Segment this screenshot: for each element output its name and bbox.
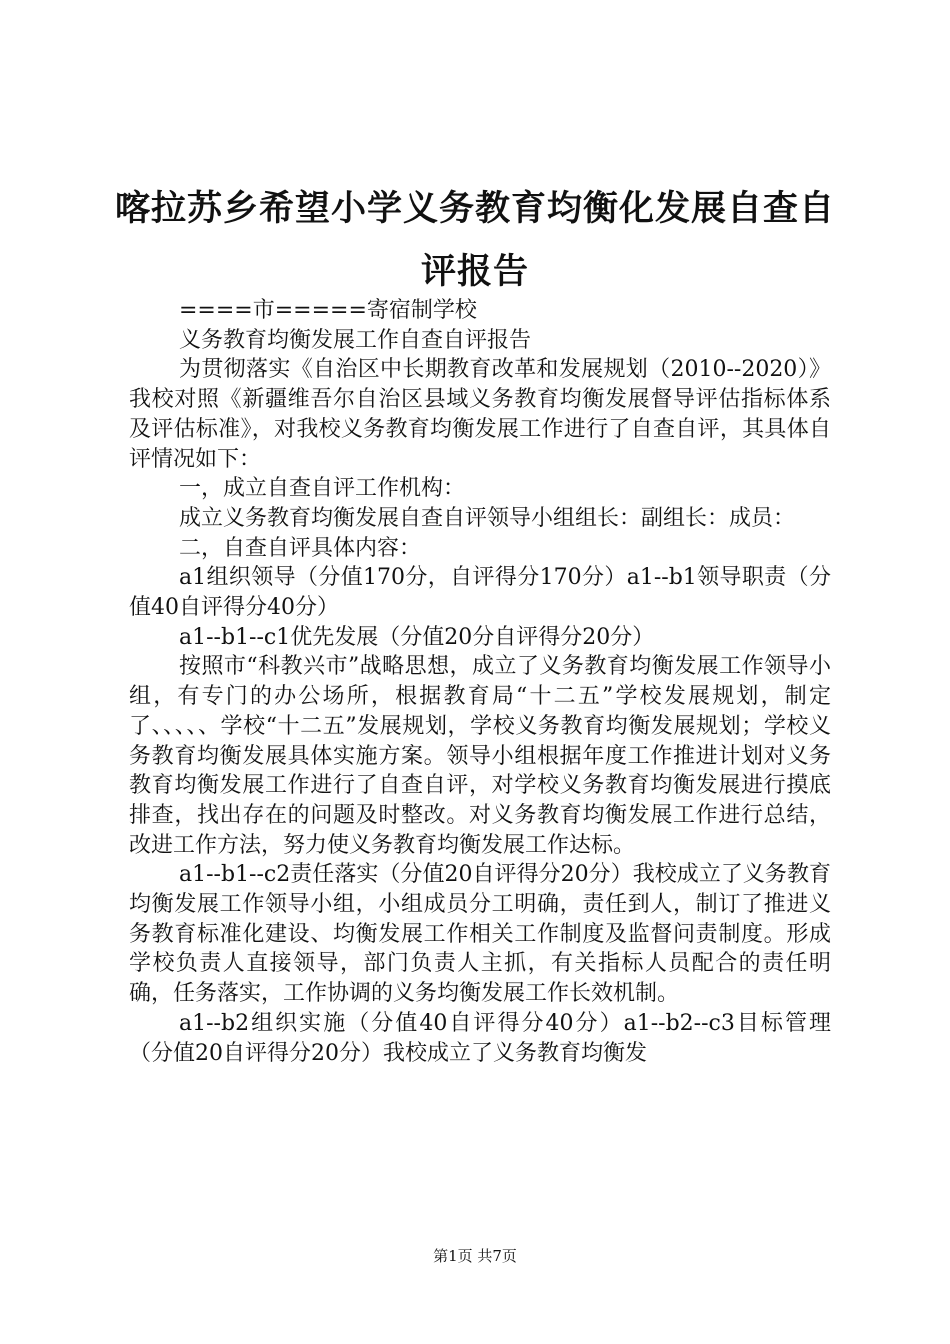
paragraph-a1-b1: a1组织领导（分值170分，自评得分170分）a1--b1领导职责（分值40自评得分40分）: [129, 565, 831, 621]
paragraph-report-subtitle: 义务教育均衡发展工作自查自评报告: [179, 327, 532, 353]
paragraph-intro: 为贯彻落实《自治区中长期教育改革和发展规划（2010--2020）》我校对照《新疆维吾尔自治区县域义务教育均衡发展督导评估指标体系及评估标准》，对我校义务教育均衡发展工作进行了自查自评，其具体自评情况如下：: [129, 357, 831, 472]
document-body: [129, 296, 831, 1068]
paragraph-a1-b1-c2: a1--b1--c2责任落实（分值20自评得分20分）我校成立了义务教育均衡发展工作领导小组，小组成员分工明确，责任到人，制订了推进义务教育标准化建设、均衡发展工作相关工作制度及监督问责制度。形成学校负责人直接领导，部门负责人主抓，有关指标人员配合的责任明确，任务落实，工作协调的义务均衡发展工作长效机制。: [129, 862, 831, 1007]
paragraph-section-1: 一，成立自查自评工作机构：: [179, 476, 466, 502]
document-title: 喀拉苏乡希望小学义务教育均衡化发展自查自评报告: [114, 189, 835, 292]
paragraph-leadership-group: 成立义务教育均衡发展自查自评领导小组组长：副组长：成员：: [179, 505, 796, 531]
paragraph-a1-b1-c1: a1--b1--c1优先发展（分值20分自评得分20分）: [179, 624, 655, 650]
paragraph-c1-body: 按照市“科教兴市”战略思想，成立了义务教育均衡发展工作领导小组，有专门的办公场所，根据教育局“十二五”学校发展规划，制定了、、、、、学校“十二五”发展规划，学校义务教育均衡发展规划；学校义务教育均衡发展具体实施方案。领导小组根据年度工作推进计划对义务教育均衡发展工作进行了自查自评，对学校义务教育均衡发展进行摸底排查，找出存在的问题及时整改。对义务教育均衡发展工作进行总结，改进工作方法，努力使义务教育均衡发展工作达标。: [129, 654, 831, 858]
paragraph-section-2: 二，自查自评具体内容：: [179, 535, 422, 561]
paragraph-school-name: ====市=====寄宿制学校: [179, 298, 477, 323]
paragraph-a1-b2: a1--b2组织实施（分值40自评得分40分）a1--b2--c3目标管理（分值20自评得分20分）我校成立了义务教育均衡发: [129, 1010, 831, 1066]
page-number-footer: 第1页 共7页: [433, 1247, 517, 1265]
